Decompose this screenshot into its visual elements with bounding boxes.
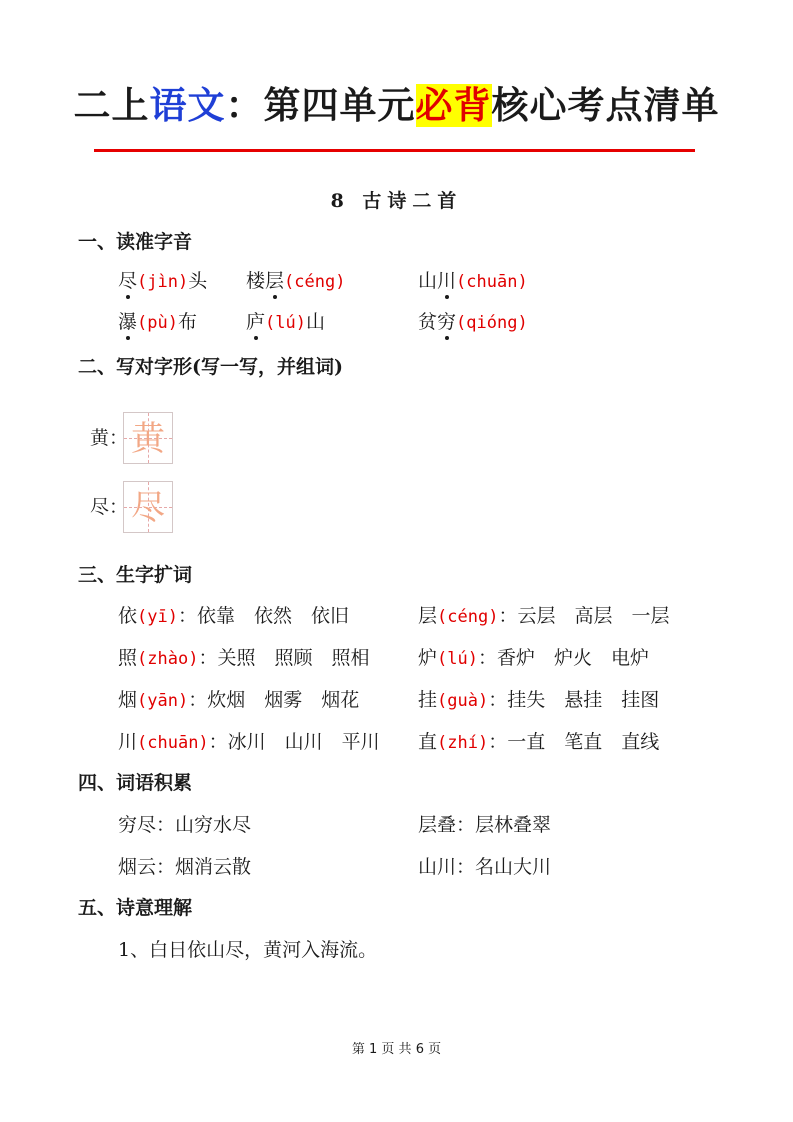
tracing-character: 尽 [131,488,165,528]
vocab-item: 烟云：烟消云散 [118,856,252,878]
page-title [0,78,793,134]
pron-item: 贫穷(qióng) [418,307,528,338]
lesson-title: 8 古诗二首 [330,190,463,212]
vocab-item: 穷尽：山穷水尽 [118,814,252,836]
pron-item: 尽(jìn)头 [118,266,207,297]
writing-label: 黄： [90,427,129,449]
expansion-item: 挂(guà)：挂失 悬挂 挂图 [418,689,660,711]
pron-item: 山川(chuān) [418,266,528,297]
expansion-item: 照(zhào)：关照 照顾 照相 [118,647,370,669]
title-highlight: 必背 [415,84,492,127]
section-heading: 三、生字扩词 [78,564,193,586]
title-divider [94,149,695,152]
expansion-item: 直(zhí)：一直 笔直 直线 [418,731,660,753]
title-part: ：第四单元 [225,84,416,127]
title-part: 二上 [73,84,150,127]
section-heading: 一、读准字音 [78,231,193,253]
tracing-character: 黄 [131,419,165,459]
expansion-item: 烟(yān)：炊烟 烟雾 烟花 [118,689,360,711]
writing-label: 尽： [90,496,129,518]
writing-grid-cell [123,481,173,533]
section-heading: 四、词语积累 [78,772,193,794]
pron-item: 瀑(pù)布 [118,307,197,338]
title-subject: 语文 [149,84,226,127]
pron-item: 楼层(céng) [246,266,345,297]
expansion-item: 依(yī)：依靠 依然 依旧 [118,605,349,627]
page-footer: 第 1 页 共 6 页 [351,1042,442,1057]
section-heading: 五、诗意理解 [78,897,193,919]
expansion-item: 层(céng)：云层 高层 一层 [418,605,670,627]
pron-item: 庐(lú)山 [246,307,325,338]
expansion-item: 川(chuān)：冰川 山川 平川 [118,731,380,753]
expansion-item: 炉(lú)：香炉 炉火 电炉 [418,647,649,669]
section-heading: 二、写对字形(写一写，并组词) [78,356,343,378]
vocab-item: 层叠：层林叠翠 [418,814,552,836]
writing-grid-cell [123,412,173,464]
vocab-item: 山川：名山大川 [418,856,552,878]
poem-line: 1、白日依山尽，黄河入海流。 [118,939,378,961]
title-part: 核心考点清单 [491,84,720,127]
